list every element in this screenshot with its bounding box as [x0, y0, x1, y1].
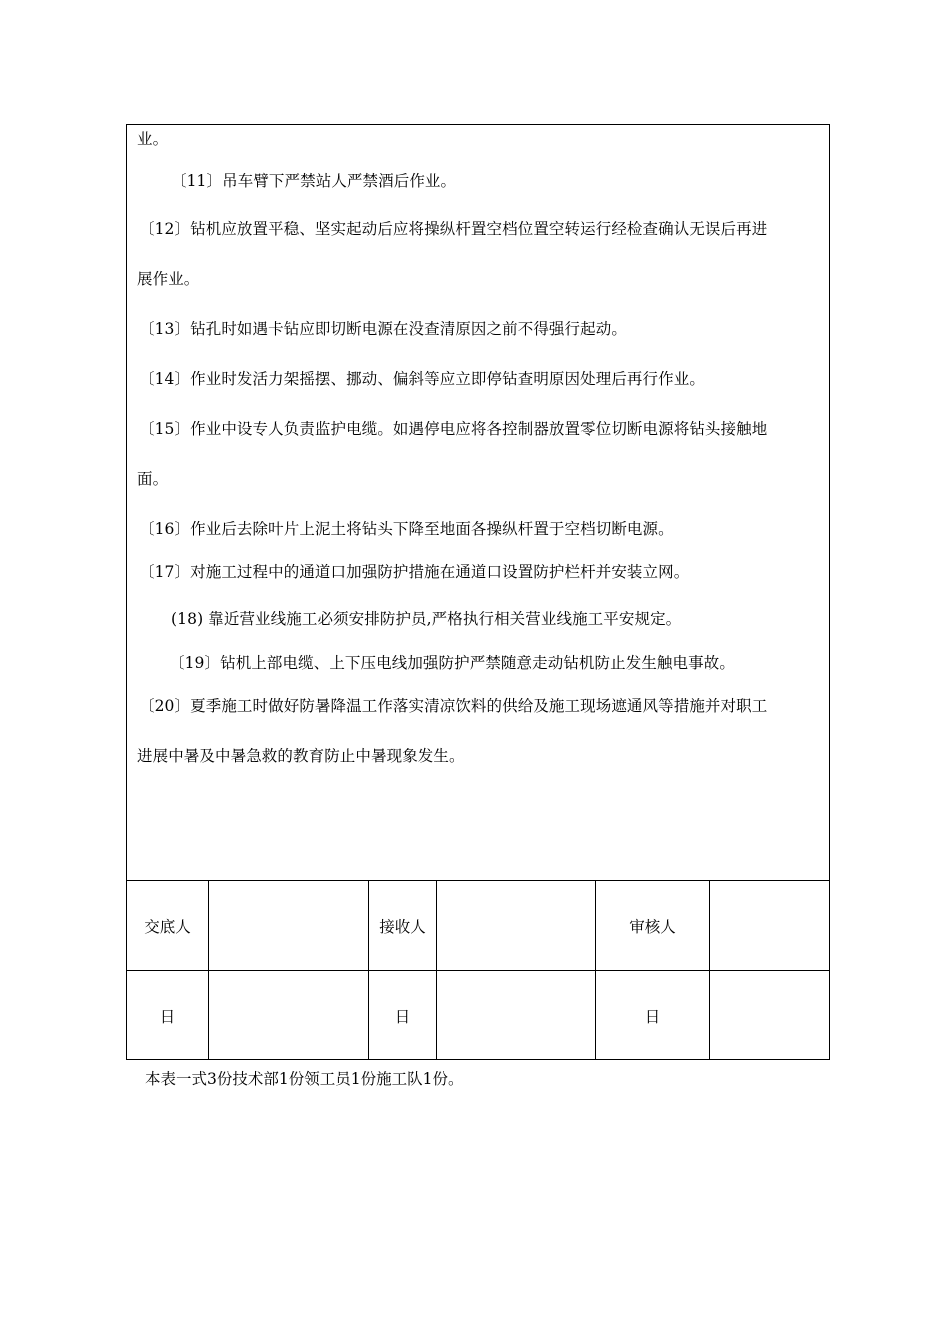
text-line: 业。 — [137, 130, 169, 148]
text-line: 〔12〕钻机应放置平稳、坚实起动后应将操纵杆置空档位置空转运行经检查确认无误后再进 — [139, 220, 768, 238]
receiver-label: 接收人 — [369, 881, 437, 971]
handover-person-label: 交底人 — [127, 881, 209, 971]
handover-person-field — [209, 881, 369, 971]
reviewer-field — [710, 881, 829, 971]
receiver-field — [437, 881, 596, 971]
text-line: 进展中暑及中暑急救的教育防止中暑现象发生。 — [137, 747, 465, 765]
text-line: 〔16〕作业后去除叶片上泥土将钻头下降至地面各操纵杆置于空档切断电源。 — [139, 520, 674, 538]
document-frame — [126, 124, 830, 1060]
text-line: 展作业。 — [137, 270, 200, 288]
text-line: 〔19〕钻机上部电缆、上下压电线加强防护严禁随意走动钻机防止发生触电事故。 — [169, 654, 735, 672]
text-line: 〔17〕对施工过程中的通道口加强防护措施在通道口设置防护栏杆并安装立网。 — [139, 563, 690, 581]
receiver-date-label: 日 — [369, 971, 437, 1060]
text-line: (18) 靠近营业线施工必须安排防护员,严格执行相关营业线施工平安规定。 — [171, 610, 682, 628]
handover-date-field — [209, 971, 369, 1060]
text-line: 面。 — [137, 470, 169, 488]
reviewer-label: 审核人 — [596, 881, 710, 971]
text-line: 〔20〕夏季施工时做好防暑降温工作落实清凉饮料的供给及施工现场遮通风等措施并对职工 — [139, 697, 768, 715]
reviewer-date-field — [710, 971, 829, 1060]
footer-note: 本表一式3份技术部1份领工员1份施工队1份。 — [145, 1070, 464, 1088]
text-line: 〔15〕作业中设专人负责监护电缆。如遇停电应将各控制器放置零位切断电源将钻头接触地 — [139, 420, 768, 438]
signature-row-dates — [127, 970, 829, 1060]
text-line: 〔14〕作业时发活力架摇摆、挪动、偏斜等应立即停钻查明原因处理后再行作业。 — [139, 370, 705, 388]
reviewer-date-label: 日 — [596, 971, 710, 1060]
handover-date-label: 日 — [127, 971, 209, 1060]
text-line: 〔13〕钻孔时如遇卡钻应即切断电源在没查清原因之前不得强行起动。 — [139, 320, 627, 338]
receiver-date-field — [437, 971, 596, 1060]
text-line: 〔11〕吊车臂下严禁站人严禁酒后作业。 — [171, 172, 457, 190]
signature-row-names — [127, 880, 829, 971]
